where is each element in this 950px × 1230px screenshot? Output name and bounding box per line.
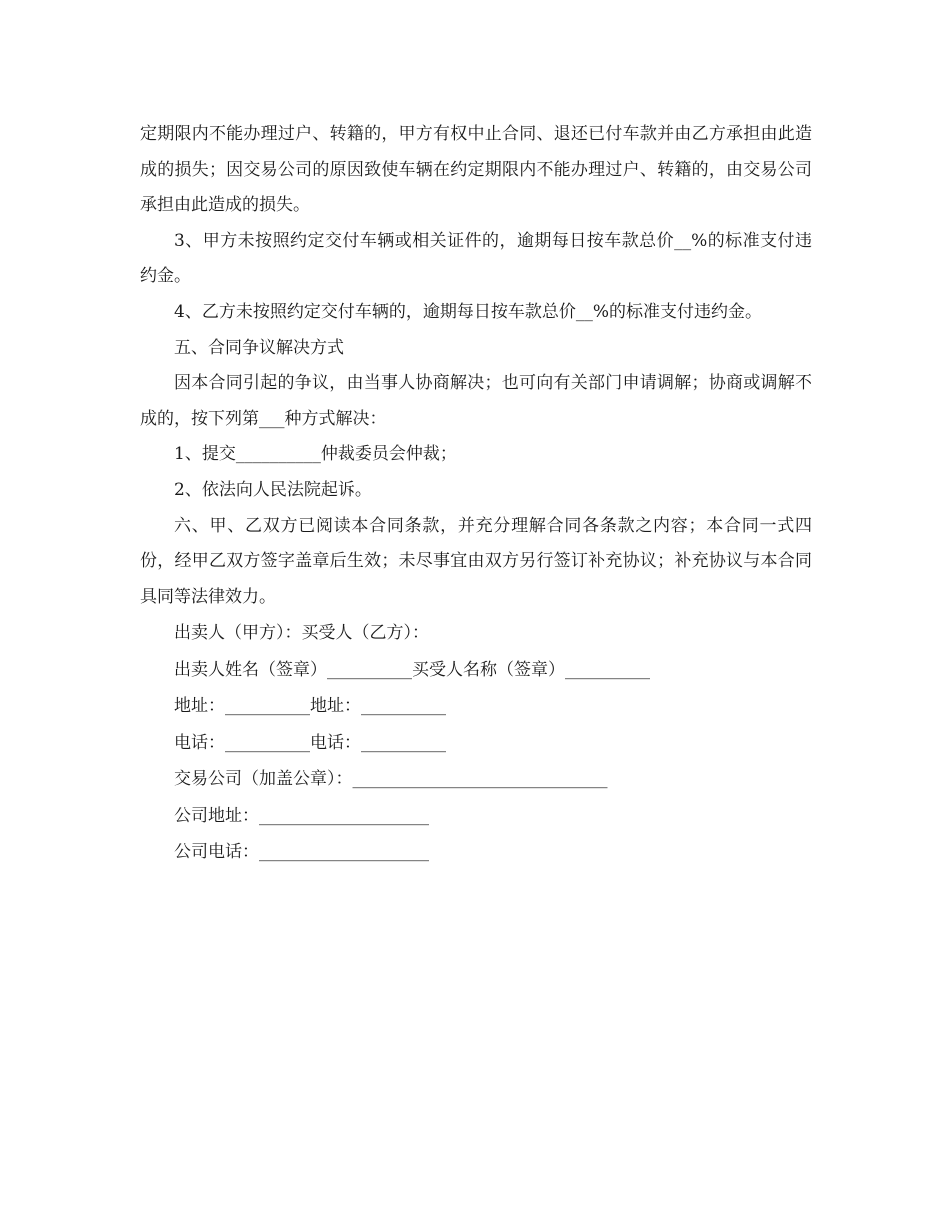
document-page xyxy=(140,117,812,871)
signature-parties: 出卖人（甲方）：买受人（乙方）： xyxy=(174,623,429,644)
signature-company: 交易公司（加盖公章）：______________________________ xyxy=(174,769,608,790)
paragraph-clause-3: 3、甲方未按照约定交付车辆或相关证件的，逾期每日按车款总价__%的标准支付违约金。 xyxy=(140,230,812,287)
paragraph-option-arbitration: 1、提交__________仲裁委员会仲裁； xyxy=(174,444,457,465)
paragraph-option-court: 2、依法向人民法院起诉。 xyxy=(174,479,372,500)
signature-company-phone: 公司电话：____________________ xyxy=(174,842,429,863)
paragraph-clause-4: 4、乙方未按照约定交付车辆的，逾期每日按车款总价__%的标准支付违约金。 xyxy=(174,301,762,322)
signature-block xyxy=(140,615,812,871)
signature-address: 地址：__________地址：__________ xyxy=(174,696,446,717)
signature-phone: 电话：__________电话：__________ xyxy=(174,732,446,753)
paragraph-breach-transfer: 定期限内不能办理过户、转籍的，甲方有权中止合同、退还已付车款并由乙方承担由此造成的损失；因交易公司的原因致使车辆在约定期限内不能办理过户、转籍的，由交易公司承担由此造成的损失。 xyxy=(140,124,812,216)
paragraph-dispute-resolution: 因本合同引起的争议，由当事人协商解决；也可向有关部门申请调解；协商或调解不成的，按下列第___种方式解决： xyxy=(140,373,812,429)
signature-names: 出卖人姓名（签章）__________买受人名称（签章）__________ xyxy=(174,659,650,680)
paragraph-clause-6: 六、甲、乙双方已阅读本合同条款，并充分理解合同各条款之内容；本合同一式四份，经甲乙双方签字盖章后生效；未尽事宜由双方另行签订补充协议；补充协议与本合同具同等法律效力。 xyxy=(140,515,812,607)
section-heading-dispute: 五、合同争议解决方式 xyxy=(174,337,344,358)
signature-company-address: 公司地址：____________________ xyxy=(174,805,429,826)
